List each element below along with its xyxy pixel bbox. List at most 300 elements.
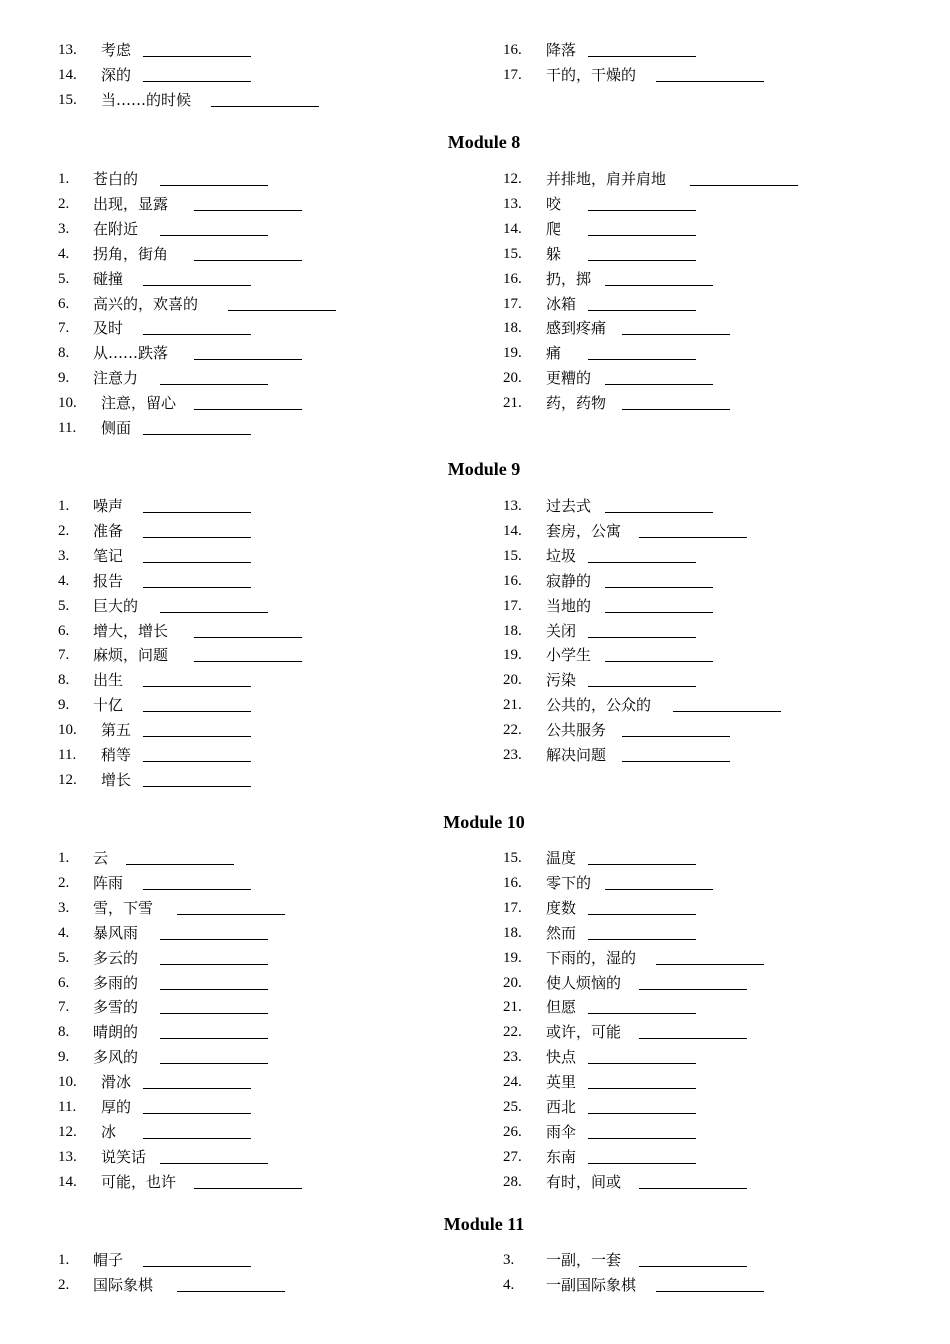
vocab-item [503,996,903,1018]
answer-blank[interactable] [143,1266,251,1267]
answer-blank[interactable] [588,235,696,236]
answer-blank[interactable] [194,210,302,211]
answer-blank[interactable] [143,434,251,435]
chinese-term: 暴风雨 [93,924,139,942]
item-number: 11. [58,1099,77,1115]
item-number: 16. [503,875,522,891]
answer-blank[interactable] [588,1163,696,1164]
vocab-item [503,669,903,691]
chinese-term: 一副，一套 [546,1251,622,1269]
chinese-term: 快点 [546,1048,577,1066]
chinese-term: 躲 [546,245,562,263]
vocab-item [58,495,458,517]
chinese-term: 感到疼痛 [546,319,607,337]
answer-blank[interactable] [143,786,251,787]
answer-blank[interactable] [622,761,730,762]
item-number: 10. [58,395,77,411]
chinese-term: 考虑 [101,41,132,59]
vocab-item [503,744,903,766]
vocab-item [503,570,903,592]
answer-blank[interactable] [160,939,268,940]
chinese-term: 增长 [101,771,132,789]
answer-blank[interactable] [588,562,696,563]
vocab-item [503,1021,903,1043]
item-number: 3. [503,1252,515,1268]
chinese-term: 公共的，公众的 [546,696,652,714]
answer-blank[interactable] [588,260,696,261]
item-number: 2. [58,523,70,539]
answer-blank[interactable] [656,1291,764,1292]
chinese-term: 冰箱 [546,295,577,313]
module-heading: Module 8 [447,132,521,152]
answer-blank[interactable] [588,686,696,687]
vocab-item [503,872,903,894]
chinese-term: 当……的时候 [101,91,192,109]
vocab-item [58,1021,458,1043]
vocab-item [58,1249,458,1271]
chinese-term: 注意力 [93,369,139,387]
chinese-term: 套房，公寓 [546,522,622,540]
item-number: 6. [58,623,70,639]
item-number: 1. [58,171,70,187]
chinese-term: 在附近 [93,220,139,238]
chinese-term: 解决问题 [546,746,607,764]
item-number: 1. [58,850,70,866]
answer-blank[interactable] [588,1013,696,1014]
answer-blank[interactable] [160,964,268,965]
chinese-term: 碰撞 [93,270,124,288]
vocab-item [503,218,903,240]
item-number: 5. [58,271,70,287]
vocab-item [58,1121,458,1143]
chinese-term: 晴朗的 [93,1023,139,1041]
item-number: 6. [58,296,70,312]
item-number: 7. [58,999,70,1015]
chinese-term: 冰 [101,1123,117,1141]
vocab-item [58,392,458,414]
answer-blank[interactable] [588,914,696,915]
answer-blank[interactable] [143,889,251,890]
chinese-term: 关闭 [546,622,577,640]
item-number: 16. [503,573,522,589]
item-number: 28. [503,1174,522,1190]
answer-blank[interactable] [605,661,713,662]
answer-blank[interactable] [143,334,251,335]
vocab-item [503,268,903,290]
vocab-item [58,719,458,741]
chinese-term: 降落 [546,41,577,59]
vocab-item [503,595,903,617]
answer-blank[interactable] [194,637,302,638]
item-number: 17. [503,598,522,614]
chinese-term: 雪，下雪 [93,899,154,917]
answer-blank[interactable] [656,81,764,82]
vocab-item [503,293,903,315]
vocab-item [58,570,458,592]
chinese-term: 拐角，街角 [93,245,169,263]
vocab-item [503,317,903,339]
answer-blank[interactable] [143,285,251,286]
chinese-term: 苍白的 [93,170,139,188]
chinese-term: 干的，干燥的 [546,66,637,84]
answer-blank[interactable] [639,537,747,538]
answer-blank[interactable] [194,661,302,662]
item-number: 4. [58,246,70,262]
answer-blank[interactable] [160,1013,268,1014]
answer-blank[interactable] [143,686,251,687]
answer-blank[interactable] [194,1188,302,1189]
vocab-item [58,1146,458,1168]
item-number: 13. [58,42,77,58]
item-number: 12. [58,772,77,788]
item-number: 14. [58,67,77,83]
vocab-item [503,1249,903,1271]
item-number: 18. [503,623,522,639]
item-number: 4. [58,925,70,941]
answer-blank[interactable] [622,334,730,335]
item-number: 15. [58,92,77,108]
answer-blank[interactable] [143,512,251,513]
answer-blank[interactable] [588,864,696,865]
answer-blank[interactable] [588,310,696,311]
item-number: 7. [58,647,70,663]
item-number: 15. [503,548,522,564]
vocab-item [503,243,903,265]
answer-blank[interactable] [143,562,251,563]
item-number: 19. [503,345,522,361]
item-number: 3. [58,548,70,564]
answer-blank[interactable] [588,56,696,57]
item-number: 23. [503,747,522,763]
answer-blank[interactable] [656,964,764,965]
item-number: 22. [503,722,522,738]
item-number: 19. [503,950,522,966]
vocab-item [58,847,458,869]
chinese-term: 当地的 [546,597,592,615]
answer-blank[interactable] [588,637,696,638]
answer-blank[interactable] [194,359,302,360]
answer-blank[interactable] [211,106,319,107]
vocab-item [503,1096,903,1118]
item-number: 24. [503,1074,522,1090]
vocab-item [58,922,458,944]
chinese-term: 高兴的，欢喜的 [93,295,199,313]
item-number: 5. [58,950,70,966]
item-number: 6. [58,975,70,991]
item-number: 20. [503,370,522,386]
answer-blank[interactable] [160,612,268,613]
vocab-item [503,719,903,741]
item-number: 8. [58,345,70,361]
answer-blank[interactable] [639,1188,747,1189]
vocab-item [58,744,458,766]
item-number: 2. [58,1277,70,1293]
vocab-item [58,268,458,290]
answer-blank[interactable] [160,235,268,236]
module-heading: Module 10 [443,812,525,832]
item-number: 15. [503,246,522,262]
chinese-term: 报告 [93,572,124,590]
answer-blank[interactable] [143,711,251,712]
answer-blank[interactable] [143,1138,251,1139]
chinese-term: 及时 [93,319,124,337]
vocab-item [503,922,903,944]
item-number: 16. [503,271,522,287]
answer-blank[interactable] [177,914,285,915]
answer-blank[interactable] [639,989,747,990]
item-number: 18. [503,925,522,941]
answer-blank[interactable] [605,612,713,613]
item-number: 18. [503,320,522,336]
item-number: 13. [503,196,522,212]
vocab-item [58,972,458,994]
chinese-term: 笔记 [93,547,124,565]
answer-blank[interactable] [588,1138,696,1139]
vocab-item [503,520,903,542]
vocab-item [58,39,458,61]
vocab-item [58,595,458,617]
chinese-term: 扔，掷 [546,270,592,288]
vocab-item [58,872,458,894]
item-number: 9. [58,370,70,386]
vocab-item [58,342,458,364]
chinese-term: 说笑话 [101,1148,147,1166]
item-number: 9. [58,1049,70,1065]
vocab-item [503,495,903,517]
answer-blank[interactable] [160,185,268,186]
answer-blank[interactable] [160,384,268,385]
chinese-term: 厚的 [101,1098,132,1116]
vocab-item [58,317,458,339]
chinese-term: 云 [93,849,109,867]
answer-blank[interactable] [160,1163,268,1164]
vocab-item [503,193,903,215]
item-number: 19. [503,647,522,663]
chinese-term: 阵雨 [93,874,124,892]
chinese-term: 药，药物 [546,394,607,412]
item-number: 27. [503,1149,522,1165]
vocab-item [503,168,903,190]
answer-blank[interactable] [177,1291,285,1292]
item-number: 17. [503,296,522,312]
vocab-item [58,1274,458,1296]
answer-blank[interactable] [160,1038,268,1039]
chinese-term: 十亿 [93,696,124,714]
vocab-item [58,1096,458,1118]
chinese-term: 过去式 [546,497,592,515]
vocab-item [58,644,458,666]
answer-blank[interactable] [588,359,696,360]
vocab-item [58,218,458,240]
answer-blank[interactable] [588,1113,696,1114]
vocab-item [503,972,903,994]
answer-blank[interactable] [622,736,730,737]
item-number: 5. [58,598,70,614]
chinese-term: 西北 [546,1098,577,1116]
item-number: 21. [503,697,522,713]
item-number: 17. [503,67,522,83]
chinese-term: 爬 [546,220,562,238]
vocab-item [58,193,458,215]
chinese-term: 英里 [546,1073,577,1091]
module-heading: Module 9 [447,459,521,479]
module-heading: Module 11 [443,1214,525,1234]
item-number: 17. [503,900,522,916]
answer-blank[interactable] [622,409,730,410]
item-number: 25. [503,1099,522,1115]
answer-blank[interactable] [605,512,713,513]
answer-blank[interactable] [160,1063,268,1064]
item-number: 12. [58,1124,77,1140]
answer-blank[interactable] [588,1063,696,1064]
chinese-term: 一副国际象棋 [546,1276,637,1294]
vocab-item [58,1046,458,1068]
chinese-term: 温度 [546,849,577,867]
item-number: 10. [58,1074,77,1090]
vocab-item [58,694,458,716]
chinese-term: 稍等 [101,746,132,764]
answer-blank[interactable] [143,736,251,737]
chinese-term: 噪声 [93,497,124,515]
answer-blank[interactable] [673,711,781,712]
answer-blank[interactable] [605,889,713,890]
vocab-item [503,897,903,919]
answer-blank[interactable] [194,260,302,261]
chinese-term: 从……跌落 [93,344,169,362]
vocab-item [58,417,458,439]
item-number: 13. [58,1149,77,1165]
item-number: 2. [58,875,70,891]
item-number: 9. [58,697,70,713]
vocab-item [503,1121,903,1143]
chinese-term: 帽子 [93,1251,124,1269]
item-number: 15. [503,850,522,866]
item-number: 4. [503,1277,515,1293]
item-number: 21. [503,999,522,1015]
item-number: 1. [58,498,70,514]
vocab-item [503,1146,903,1168]
chinese-term: 咬 [546,195,562,213]
item-number: 23. [503,1049,522,1065]
vocab-item [58,367,458,389]
chinese-term: 东南 [546,1148,577,1166]
vocab-item [58,996,458,1018]
chinese-term: 出生 [93,671,124,689]
item-number: 26. [503,1124,522,1140]
vocab-item [58,293,458,315]
answer-blank[interactable] [143,587,251,588]
vocab-item [503,1046,903,1068]
vocab-item [58,168,458,190]
item-number: 8. [58,1024,70,1040]
vocab-item [58,89,458,111]
vocab-item [58,947,458,969]
chinese-term: 但愿 [546,998,577,1016]
chinese-term: 或许，可能 [546,1023,622,1041]
vocab-item [503,545,903,567]
chinese-term: 第五 [101,721,132,739]
answer-blank[interactable] [588,1088,696,1089]
chinese-term: 下雨的，湿的 [546,949,637,967]
item-number: 2. [58,196,70,212]
answer-blank[interactable] [588,210,696,211]
answer-blank[interactable] [639,1266,747,1267]
chinese-term: 多雪的 [93,998,139,1016]
answer-blank[interactable] [143,1113,251,1114]
answer-blank[interactable] [126,864,234,865]
chinese-term: 痛 [546,344,562,362]
chinese-term: 雨伞 [546,1123,577,1141]
chinese-term: 麻烦，问题 [93,646,169,664]
chinese-term: 可能，也许 [101,1173,177,1191]
answer-blank[interactable] [639,1038,747,1039]
vocab-item [503,64,903,86]
item-number: 4. [58,573,70,589]
vocab-item [58,769,458,791]
answer-blank[interactable] [194,409,302,410]
item-number: 11. [58,747,77,763]
item-number: 7. [58,320,70,336]
chinese-term: 小学生 [546,646,592,664]
item-number: 8. [58,672,70,688]
vocab-item [503,39,903,61]
vocab-item [58,243,458,265]
item-number: 13. [503,498,522,514]
vocab-item [503,367,903,389]
item-number: 3. [58,900,70,916]
chinese-term: 零下的 [546,874,592,892]
answer-blank[interactable] [143,56,251,57]
vocab-item [503,620,903,642]
chinese-term: 更糟的 [546,369,592,387]
item-number: 21. [503,395,522,411]
vocab-item [58,669,458,691]
chinese-term: 出现，显露 [93,195,169,213]
chinese-term: 巨大的 [93,597,139,615]
vocab-item [503,1071,903,1093]
vocab-item [58,520,458,542]
item-number: 20. [503,975,522,991]
answer-blank[interactable] [143,81,251,82]
vocab-item [58,1171,458,1193]
chinese-term: 垃圾 [546,547,577,565]
vocab-item [503,947,903,969]
answer-blank[interactable] [605,285,713,286]
answer-blank[interactable] [605,384,713,385]
chinese-term: 侧面 [101,419,132,437]
chinese-term: 增大，增长 [93,622,169,640]
answer-blank[interactable] [228,310,336,311]
answer-blank[interactable] [160,989,268,990]
item-number: 11. [58,420,77,436]
answer-blank[interactable] [605,587,713,588]
vocab-item [503,644,903,666]
vocab-item [503,847,903,869]
chinese-term: 国际象棋 [93,1276,154,1294]
chinese-term: 多雨的 [93,974,139,992]
item-number: 1. [58,1252,70,1268]
vocab-item [58,545,458,567]
vocab-item [58,1071,458,1093]
answer-blank[interactable] [588,939,696,940]
item-number: 16. [503,42,522,58]
answer-blank[interactable] [690,185,798,186]
answer-blank[interactable] [143,761,251,762]
answer-blank[interactable] [143,537,251,538]
vocab-item [503,1274,903,1296]
item-number: 14. [503,523,522,539]
answer-blank[interactable] [143,1088,251,1089]
